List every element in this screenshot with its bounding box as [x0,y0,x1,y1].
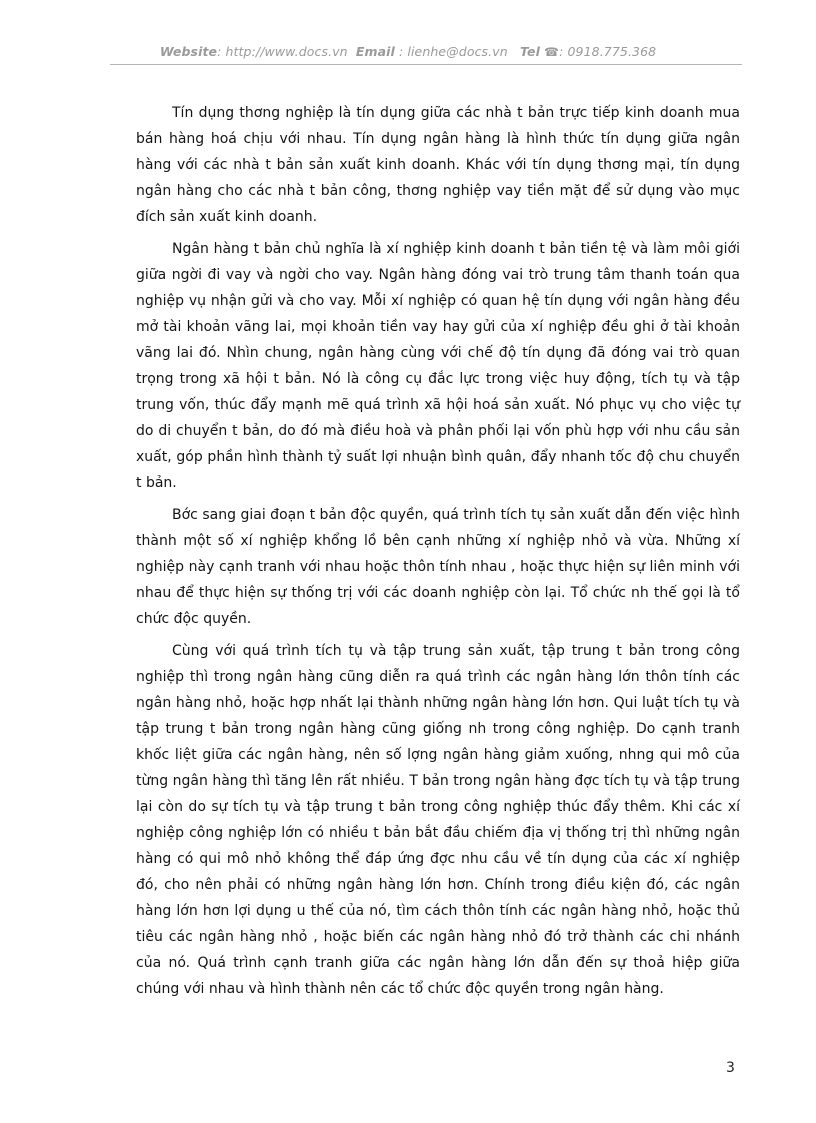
tel-value: : 0918.775.368 [559,44,657,59]
website-value: : http://www.docs.vn [217,44,348,59]
header-divider [110,64,742,65]
website-label: Website [159,44,218,59]
page-number: 3 [726,1060,735,1076]
paragraph-1: Tín dụng thơng nghiệp là tín dụng giữa các nhà t bản trực tiếp kinh doanh mua bán hàng hoá chịu với nhau. Tín dụng ngân hàng là hình thức tín dụng giữa ngân hàng với các nhà t bản sản xuất kinh doanh. Khác với tín dụng thơng mại, tín dụng ngân hàng cho các nhà t bản công, thơng nghiệp vay tiền mặt để sử dụng vào mục đích sản xuất kinh doanh. [136,105,740,225]
paragraph-3: Bớc sang giai đoạn t bản độc quyền, quá trình tích tụ sản xuất dẫn đến việc hình thành một số xí nghiệp khổng lồ bên cạnh những xí nghiệp nhỏ và vừa. Những xí nghiệp này cạnh tranh với nhau hoặc thôn tính nhau , hoặc thực hiện sự liên minh với nhau để thực hiện sự thống trị với các doanh nghiệp còn lại. Tổ chức nh thế gọi là tổ chức độc quyền. [136,507,740,627]
tel-label: Tel [519,44,540,59]
phone-icon: ☎ [544,45,560,59]
email-value: : lienhe@docs.vn [399,44,508,59]
page-header [0,44,816,59]
document-body [136,100,740,1008]
paragraph-4: Cùng với quá trình tích tụ và tập trung sản xuất, tập trung t bản trong công nghiệp thì trong ngân hàng cũng diễn ra quá trình các ngân hàng lớn thôn tính các ngân hàng nhỏ, hoặc hợp nhất lại thành những ngân hàng lớn hơn. Qui luật tích tụ và tập trung t bản trong ngân hàng cũng giống nh trong công nghiệp. Do cạnh tranh khốc liệt giữa các ngân hàng, nên số lợng ngân hàng giảm xuống, nhng qui mô của từng ngân hàng thì tăng lên rất nhiều. T bản trong ngân hàng đợc tích tụ và tập trung lại còn do sự tích tụ và tập trung t bản trong công nghiệp thúc đẩy thêm. Khi các xí nghiệp công nghiệp lớn có nhiều t bản bắt đầu chiếm địa vị thống trị thì những ngân hàng có qui mô nhỏ không thể đáp ứng đợc nhu cầu về tín dụng của các xí nghiệp đó, cho nên phải có những ngân hàng lớn hơn. Chính trong điều kiện đó, các ngân hàng lớn hơn lợi dụng u thế của nó, tìm cách thôn tính các ngân hàng nhỏ, hoặc thủ tiêu các ngân hàng nhỏ , hoặc biến các ngân hàng nhỏ đó trở thành các chi nhánh của nó. Quá trình cạnh tranh giữa các ngân hàng lớn dẫn đến sự thoả hiệp giữa chúng với nhau và hình thành nên các tổ chức độc quyền trong ngân hàng. [136,643,740,997]
email-label: Email [355,44,395,59]
paragraph-2: Ngân hàng t bản chủ nghĩa là xí nghiệp kinh doanh t bản tiền tệ và làm môi giới giữa ngời đi vay và ngời cho vay. Ngân hàng đóng vai trò trung tâm thanh toán qua nghiệp vụ nhận gửi và cho vay. Mỗi xí nghiệp có quan hệ tín dụng với ngân hàng đều mở tài khoản vãng lai, mọi khoản tiền vay hay gửi của xí nghiệp đều ghi ở tài khoản vãng lai đó. Nhìn chung, ngân hàng cùng với chế độ tín dụng đã đóng vai trò quan trọng trong xã hội t bản. Nó là công cụ đắc lực trong việc huy động, tích tụ và tập trung vốn, thúc đẩy mạnh mẽ quá trình xã hội hoá sản xuất. Nó phục vụ cho việc tự do di chuyển t bản, do đó mà điều hoà và phân phối lại vốn phù hợp với nhu cầu sản xuất, góp phần hình thành tỷ suất lợi nhuận bình quân, đẩy nhanh tốc độ chu chuyển t bản. [136,241,740,491]
